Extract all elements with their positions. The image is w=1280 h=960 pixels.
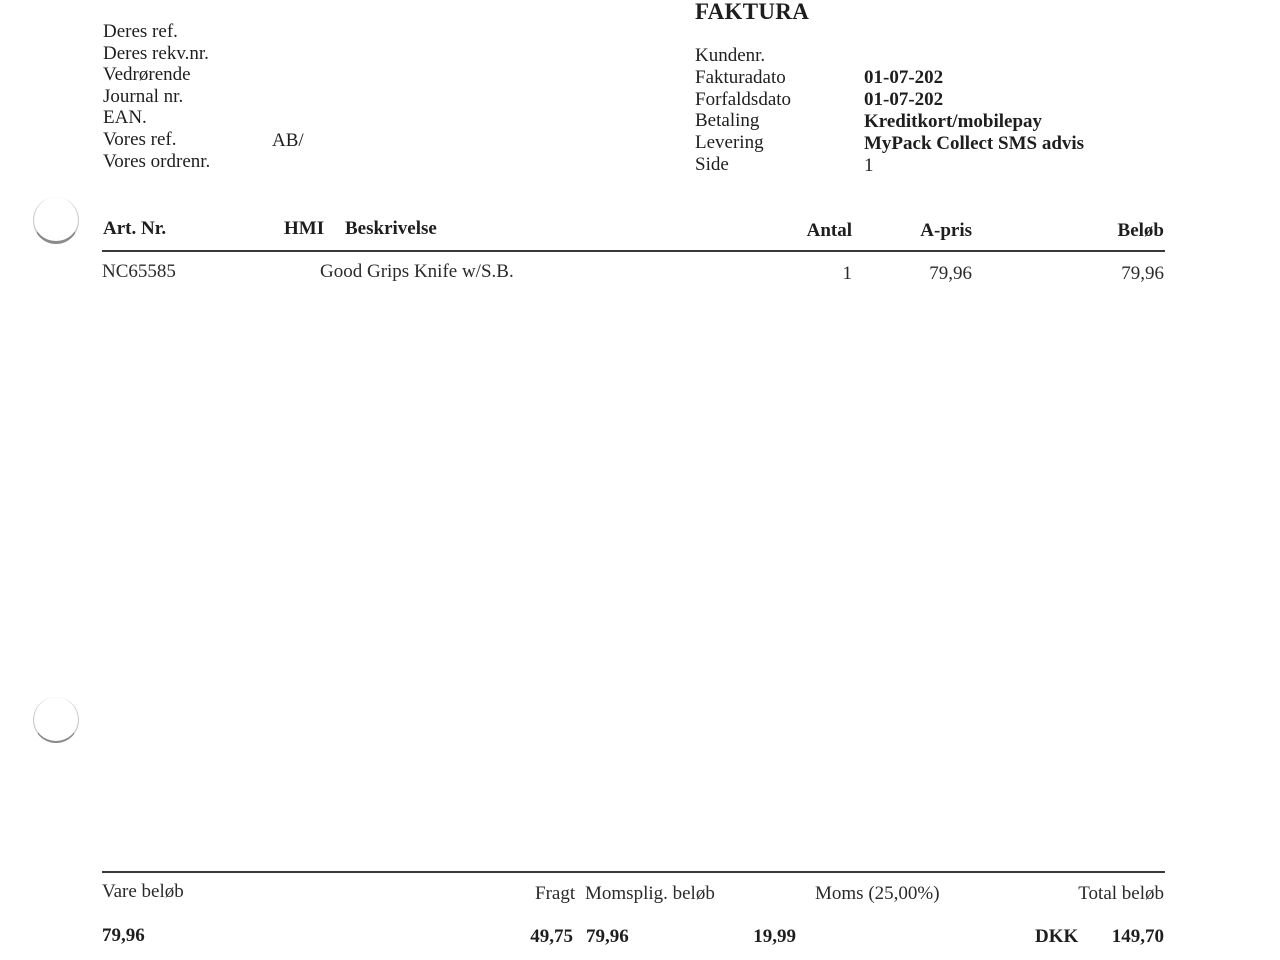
total-value-vare-belob: 79,96 (102, 925, 145, 946)
col-header-a-pris: A-pris (920, 220, 972, 241)
meta-label-side: Side (695, 153, 729, 175)
reference-labels (103, 21, 210, 172)
meta-label-kundenr: Kundenr. (695, 45, 766, 66)
ref-label-vedrorende: Vedrørende (103, 64, 191, 86)
ref-label-deres-rekv: Deres rekv.nr. (103, 42, 209, 64)
total-label-total: Total beløb (1078, 883, 1164, 904)
punch-hole-bottom (33, 697, 79, 743)
total-label-vare-belob: Vare beløb (102, 881, 184, 902)
cell-antal: 1 (842, 263, 852, 284)
meta-value-side: 1 (864, 155, 874, 176)
meta-labels (695, 45, 791, 176)
cell-a-pris: 79,96 (929, 263, 972, 284)
cell-art-nr: NC65585 (102, 261, 176, 282)
cell-beskrivelse: Good Grips Knife w/S.B. (320, 261, 514, 282)
total-value-fragt: 49,75 (530, 926, 573, 947)
punch-hole-top (33, 197, 79, 244)
total-label-moms: Moms (25,00%) (815, 883, 940, 904)
total-currency: DKK (1035, 926, 1079, 947)
cell-belob: 79,96 (1121, 263, 1164, 284)
col-header-beskrivelse: Beskrivelse (345, 218, 437, 239)
ref-label-ean: EAN. (103, 107, 147, 129)
meta-values (864, 67, 1084, 177)
col-header-art-nr: Art. Nr. (103, 218, 167, 239)
ref-label-vores-ordrenr: Vores ordrenr. (103, 150, 211, 172)
totals-rule (102, 871, 1165, 873)
meta-value-forfaldsdato: 01-07-202 (864, 89, 944, 110)
document-title: FAKTURA (695, 0, 810, 24)
meta-label-fakturadato: Fakturadato (695, 66, 786, 88)
ref-label-vores-ref: Vores ref. (103, 128, 177, 150)
meta-value-levering: MyPack Collect SMS advis (864, 133, 1085, 154)
col-header-belob: Beløb (1117, 220, 1164, 241)
meta-label-levering: Levering (695, 132, 764, 154)
meta-label-forfaldsdato: Forfaldsdato (695, 88, 792, 110)
total-label-fragt: Fragt (535, 883, 576, 904)
total-value-momsplig: 79,96 (586, 926, 629, 947)
col-header-antal: Antal (806, 220, 852, 241)
total-value-moms: 19,99 (753, 926, 796, 947)
total-value-total: 149,70 (1111, 926, 1164, 947)
ref-label-journal: Journal nr. (103, 85, 184, 107)
col-header-hmi: HMI (284, 218, 325, 239)
table-header-rule (102, 250, 1165, 252)
total-label-momsplig: Momsplig. beløb (585, 883, 715, 904)
meta-value-betaling: Kreditkort/mobilepay (864, 111, 1043, 132)
ref-label-deres-ref: Deres ref. (103, 21, 178, 42)
meta-value-fakturadato: 01-07-202 (864, 67, 944, 88)
meta-label-betaling: Betaling (695, 110, 760, 132)
vores-ref-value: AB/ (272, 130, 304, 151)
